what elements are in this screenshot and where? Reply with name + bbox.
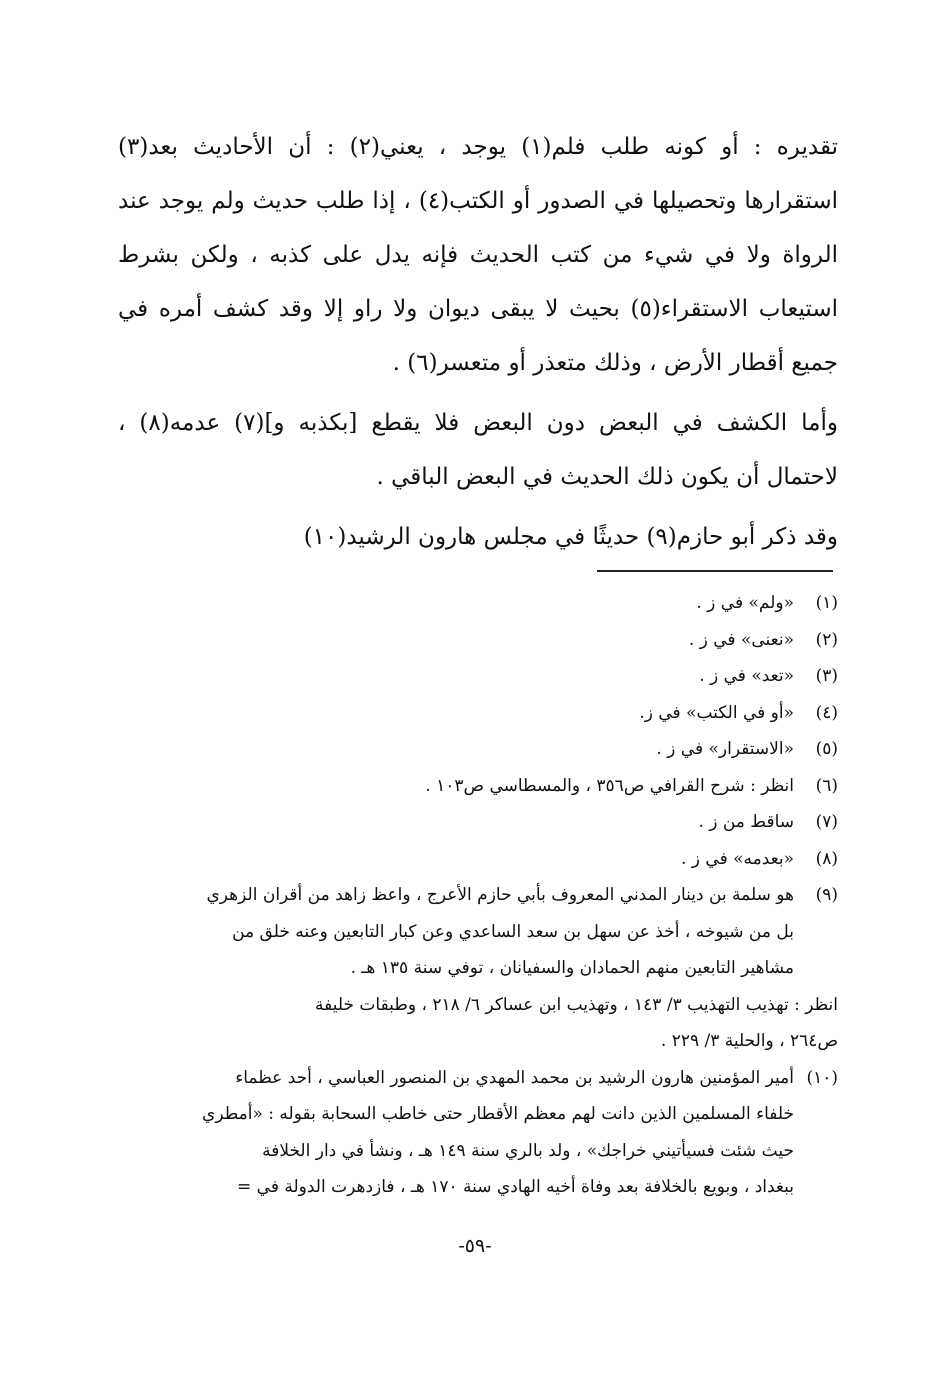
footnote-text: ساقط من ز . [698,812,794,832]
paragraph-2: وأما الكشف في البعض دون البعض فلا يقطع [بكذبه و](٧) عدمه(٨) ، لاحتمال أن يكون ذلك الحديث في البعض الباقي . [118,410,838,490]
footnote-1 [118,585,838,622]
paragraph-3: وقد ذكر أبو حازم(٩) حديثًا في مجلس هارون الرشيد(١٠) [303,524,838,550]
footnote-4 [118,695,838,732]
footnote-number: (٩) [815,885,838,905]
footnote-number: (٦) [815,775,838,796]
footnote-text: «بعدمه» في ز . [681,848,794,869]
footnote-10 [118,1060,838,1206]
footnote-text: هو سلمة بن دينار المدني المعروف بأبي حازم الأعرج ، واعظ زاهد من أقران الزهري [206,885,794,905]
footnote-text: «أو في الكتب» في ز. [639,702,794,723]
footnote-2 [118,622,838,659]
footnote-text: بل من شيوخه ، أخذ عن سهل بن سعد الساعدي وعن كبار التابعين وعنه خلق من [232,921,794,942]
footnote-reference: ص٢٦٤ ، والحلية ٣/ ٢٢٩ . [660,1031,838,1051]
footnote-text: «نعنى» في ز . [688,629,794,650]
footnote-number: (٧) [815,812,838,832]
footnote-text: خلفاء المسلمين الذين دانت لهم معظم الأقطار حتى خاطب السحابة بقوله : «أمطري [202,1104,794,1124]
footnote-3 [118,658,838,695]
footnote-6 [118,768,838,805]
footnote-5 [118,731,838,768]
footnote-text: «ولم» في ز . [696,593,794,613]
main-text [118,120,838,564]
footnote-number: (١) [815,593,838,613]
footnote-number: (٣) [815,666,838,686]
footnote-text: مشاهير التابعين منهم الحمادان والسفيانان ، توفي سنة ١٣٥ هـ . [350,958,794,978]
footnote-separator [597,570,833,572]
footnote-reference: انظر : تهذيب التهذيب ٣/ ١٤٣ ، وتهذيب ابن عساكر ٦/ ٢١٨ ، وطبقات خليفة [315,994,838,1015]
footnote-text: «الاستقرار» في ز . [656,739,794,759]
footnote-number: (٥) [815,739,838,759]
footnotes [118,585,838,1206]
footnote-number: (١٠) [806,1067,838,1088]
footnote-number: (٨) [815,848,838,869]
footnote-7 [118,804,838,841]
footnote-text: حيث شئت فسيأتيني خراجك» ، ولد بالري سنة ١٤٩ هـ ، ونشأ في دار الخلافة [262,1140,794,1161]
footnote-9 [118,877,838,1060]
footnote-text: انظر : شرح القرافي ص٣٥٦ ، والمسطاسي ص١٠٣ . [425,775,794,796]
footnote-number: (٢) [815,629,838,650]
footnote-text: ببغداد ، وبويع بالخلافة بعد وفاة أخيه الهادي سنة ١٧٠ هـ ، فازدهرت الدولة في = [237,1177,794,1197]
footnote-8 [118,841,838,878]
footnote-text: أمير المؤمنين هارون الرشيد بن محمد المهدي بن المنصور العباسي ، أحد عظماء [235,1067,794,1088]
footnote-number: (٤) [815,702,838,723]
paragraph-1: تقديره : أو كونه طلب فلم(١) يوجد ، يعني(٢) : أن الأحاديث بعد(٣) استقرارها وتحصيلها في الصدور أو الكتب(٤) ، إذا طلب حديث ولم يوجد عند الرواة ولا في شيء من كتب الحديث فإنه يدل على كذبه ، ولكن بشرط استيعاب الاستقراء(٥) بحيث لا يبقى ديوان ولا راو إلا وقد كشف أمره في جميع أقطار الأرض ، وذلك متعذر أو متعسر(٦) . [118,134,838,376]
footnote-text: «تعد» في ز . [699,666,794,686]
page-number: -٥٩- [458,1235,492,1257]
